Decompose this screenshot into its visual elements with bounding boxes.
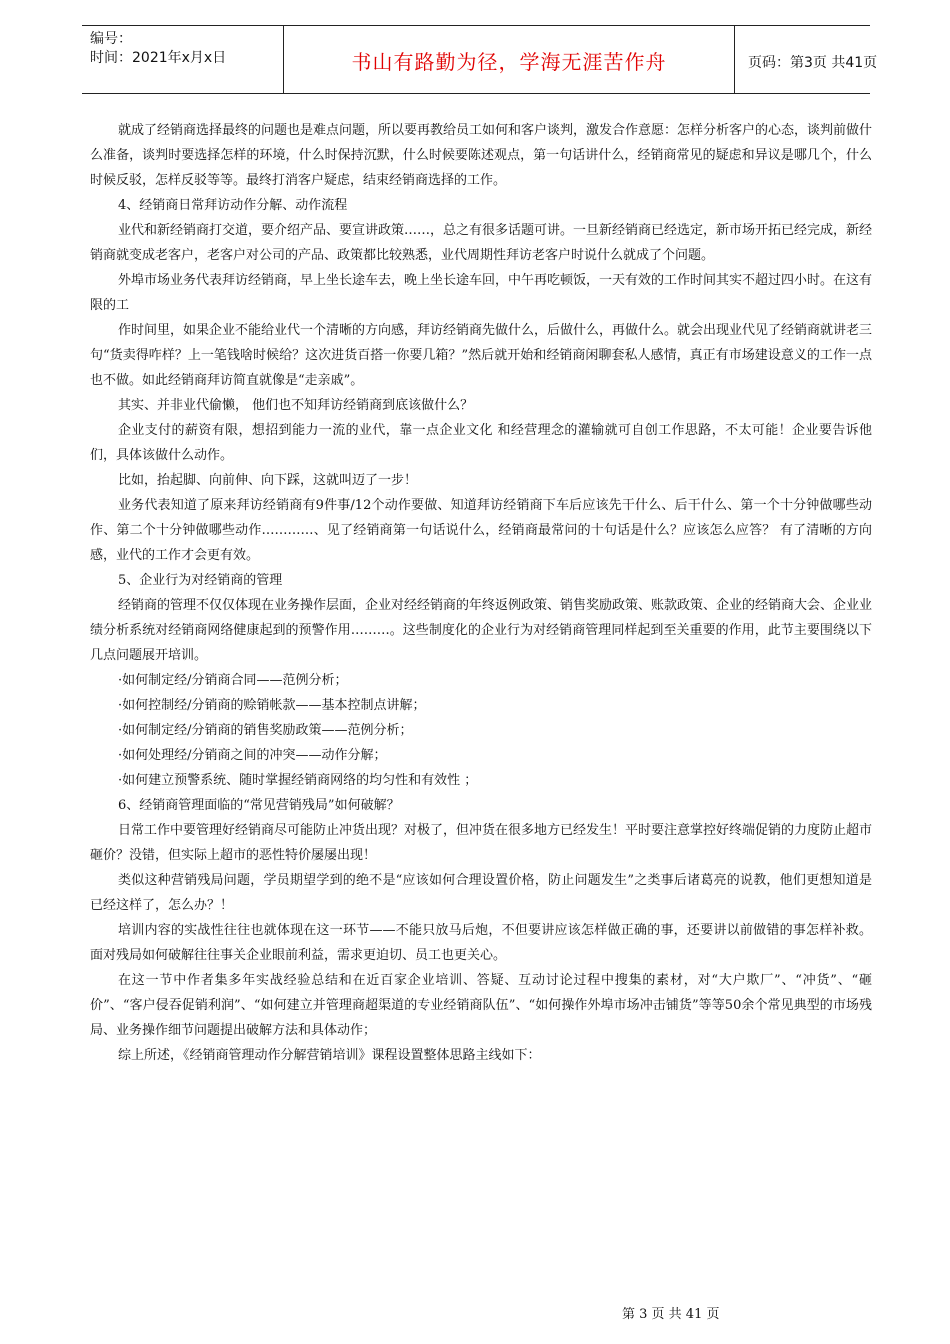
header-motto: 书山有路勤为径，学海无涯苦作舟 xyxy=(351,50,667,74)
paragraph: 培训内容的实战性往往也就体现在这一环节——不能只放马后炮，不但要讲应该怎样做正确的事，还要讲以前做错的事怎样补救。 面对残局如何破解往往事关企业眼前利益，需求更迫切、员工也更关心。 xyxy=(90,923,872,963)
paragraph: 类似这种营销残局问题，学员期望学到的绝不是“应该如何合理设置价格，防止问题发生”之类事后诸葛亮的说教，他们更想知道是已经这样了，怎么办？！ xyxy=(90,873,872,913)
list-item: ·如何控制经/分销商的赊销帐款——基本控制点讲解； xyxy=(118,698,426,713)
section-heading: 6、经销商管理面临的“常见营销残局”如何破解？ xyxy=(118,798,400,813)
page-header xyxy=(82,25,878,94)
list-item: ·如何制定经/分销商的销售奖励政策——范例分析； xyxy=(118,723,413,738)
paragraph: 综上所述，《经销商管理动作分解营销培训》课程设置整体思路主线如下： xyxy=(118,1048,541,1063)
paragraph: 业务代表知道了原来拜访经销商有9件事/12个动作要做、知道拜访经销商下车后应该先干什么、后干什么、第一个十分钟做哪些动作、第二个十分钟做哪些动作…………、见了经销商第一句话说什么，经销商最常问的十句话是什么？应该怎么应答？ 有了清晰的方向感，业代的工作才会更有效。 xyxy=(90,498,872,563)
header-page-number: 页码：第3页 共41页 xyxy=(748,55,878,71)
paragraph: 比如，抬起脚、向前伸、向下踩，这就叫迈了一步！ xyxy=(118,473,418,488)
section-heading: 4、经销商日常拜访动作分解、动作流程 xyxy=(118,198,348,213)
paragraph: 业代和新经销商打交道，要介绍产品、要宣讲政策……，总之有很多话题可讲。一旦新经销商已经选定，新市场开拓已经完成，新经销商就变成老客户，老客户对公司的产品、政策都比较熟悉，业代周期性拜访老客户时说什么就成了个问题。 xyxy=(90,223,873,263)
list-item: ·如何建立预警系统、随时掌握经销商网络的均匀性和有效性 ； xyxy=(118,773,478,788)
paragraph: 企业支付的薪资有限，想招到能力一流的业代，靠一点企业文化 和经营理念的灌输就可自创工作思路，不太可能！企业要告诉他们，具体该做什么动作。 xyxy=(90,423,872,463)
paragraph: 作时间里，如果企业不能给业代一个清晰的方向感，拜访经销商先做什么，后做什么，再做什么。就会出现业代见了经销商就讲老三句“货卖得咋样？上一笔钱啥时候给？这次进货百搭一你要几箱？”然后就开始和经销商闲聊套私人感情，真正有市场建设意义的工作一点也不做。如此经销商拜访简直就像是“走亲戚”。 xyxy=(90,323,873,388)
document-body xyxy=(90,118,872,1068)
list-item: ·如何处理经/分销商之间的冲突——动作分解； xyxy=(118,748,387,763)
section-heading: 5、企业行为对经销商的管理 xyxy=(118,573,283,588)
paragraph: 日常工作中要管理好经销商尽可能防止冲货出现？对极了，但冲货在很多地方已经发生！平时要注意掌控好终端促销的力度防止超市砸价？没错，但实际上超市的恶性特价屡屡出现！ xyxy=(90,823,873,863)
paragraph: 在这一节中作者集多年实战经验总结和在近百家企业培训、答疑、互动讨论过程中搜集的素材，对“大户欺厂”、“冲货”、“砸价”、“客户侵吞促销利润”、“如何建立并管理商超渠道的专业经销商队伍”、“如何操作外埠市场冲击铺货”等等50余个常见典型的市场残局、业务操作细节问题提出破解方法和具体动作； xyxy=(90,973,872,1038)
paragraph: 其实、并非业代偷懒， 他们也不知拜访经销商到底该做什么？ xyxy=(118,398,474,413)
list-item: ·如何制定经/分销商合同——范例分析； xyxy=(118,673,348,688)
header-info-cell xyxy=(82,26,282,93)
page-footer-number: 第 3 页 共 41 页 xyxy=(622,1307,720,1322)
header-page-cell xyxy=(734,26,878,93)
paragraph: 经销商的管理不仅仅体现在业务操作层面，企业对经经销商的年终返例政策、销售奖励政策、账款政策、企业的经销商大会、企业业绩分析系统对经销商网络健康起到的预警作用………。这些制度化的企业行为对经销商管理同样起到至关重要的作用，此节主要围绕以下几点问题展开培训。 xyxy=(90,598,873,663)
document-time-label: 时间：2021年x月x日 xyxy=(90,50,227,66)
paragraph: 就成了经销商选择最终的问题也是难点问题，所以要再教给员工如何和客户谈判，激发合作意愿：怎样分析客户的心态，谈判前做什么准备，谈判时要选择怎样的环境，什么时保持沉默，什么时候要陈述观点，第一句话讲什么，经销商常见的疑虑和异议是哪几个，什么时候反驳，怎样反驳等等。最终打消客户疑虑，结束经销商选择的工作。 xyxy=(90,123,873,188)
bullet-list xyxy=(90,668,872,793)
paragraph: 外埠市场业务代表拜访经销商，早上坐长途车去，晚上坐长途车回，中午再吃顿饭，一天有效的工作时间其实不超过四小时。在这有限的工 xyxy=(90,273,873,313)
document-number-label: 编号： xyxy=(90,31,132,47)
header-motto-cell xyxy=(283,26,735,93)
